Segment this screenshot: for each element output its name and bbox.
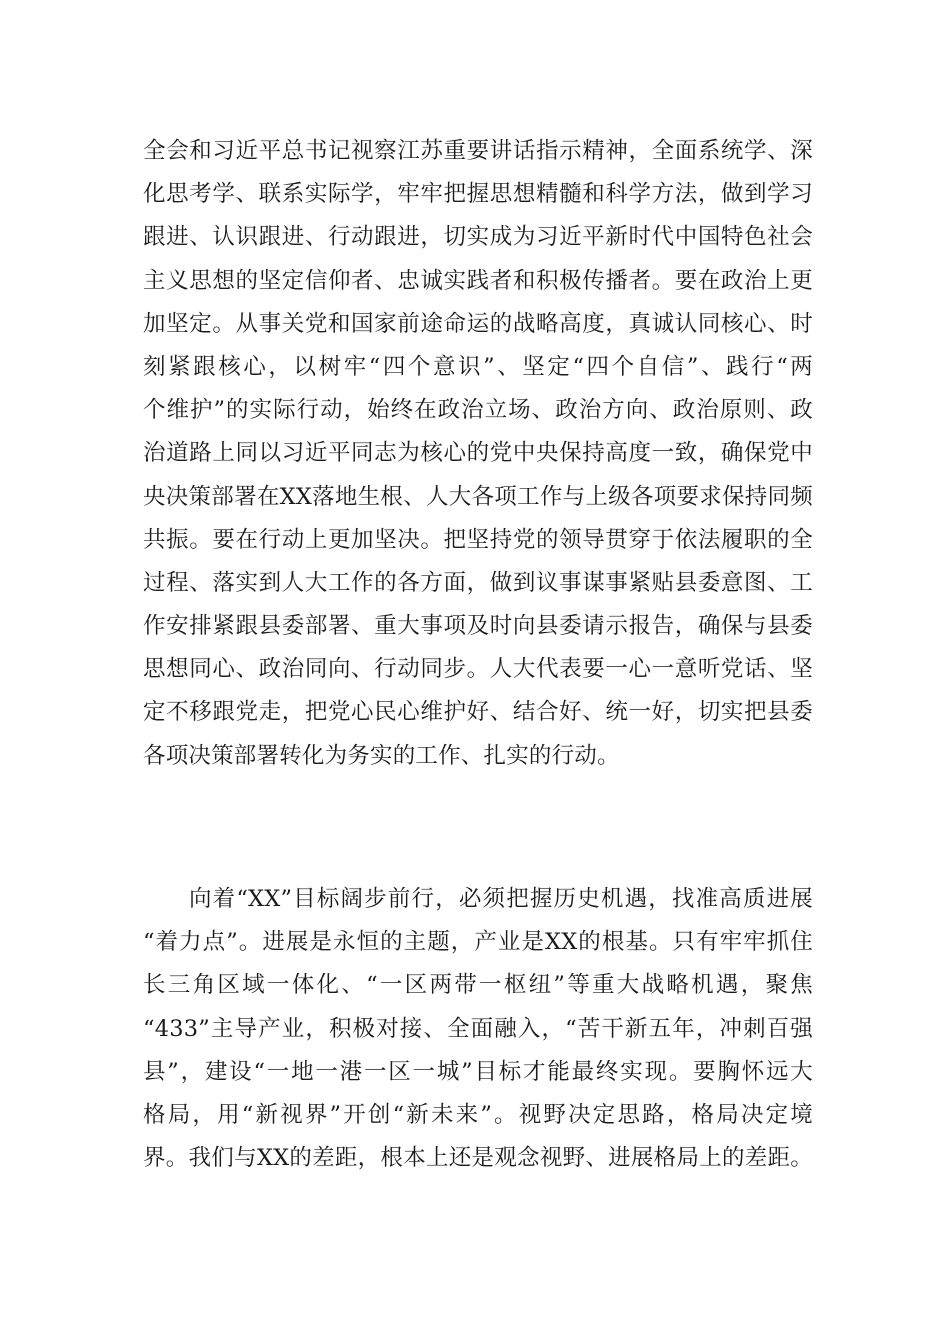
paragraph-line: 格局，用“新视界”开创“新未来”。视野决定思路，格局决定境 xyxy=(143,1101,813,1128)
paragraph-line: 跟进、认识跟进、行动跟进，切实成为习近平新时代中国特色社会 xyxy=(143,224,813,251)
paragraph-line: 界。我们与XX的差距，根本上还是观念视野、进展格局上的差距。 xyxy=(143,1145,813,1172)
paragraph-2 xyxy=(143,878,813,1180)
paragraph-line: 向着“XX”目标阔步前行，必须把握历史机遇，找准高质进展 xyxy=(189,886,813,912)
paragraph-line: “433”主导产业，积极对接、全面融入，“苦干新五年，冲刺百强 xyxy=(143,1015,813,1042)
paragraph-line: 共振。要在行动上更加坚决。把坚持党的领导贯穿于依法履职的全 xyxy=(143,526,813,553)
paragraph-line: 主义思想的坚定信仰者、忠诚实践者和积极传播者。要在政治上更 xyxy=(143,267,813,294)
paragraph-line: 个维护”的实际行动，始终在政治立场、政治方向、政治原则、政 xyxy=(143,397,813,424)
paragraph-line: 思想同心、政治同向、行动同步。人大代表要一心一意听党话、坚 xyxy=(143,656,813,683)
paragraph-line: 作安排紧跟县委部署、重大事项及时向县委请示报告，确保与县委 xyxy=(143,613,813,640)
paragraph-line: “着力点”。进展是永恒的主题，产业是XX的根基。只有牢牢抓住 xyxy=(143,929,813,956)
paragraph-line: 化思考学、联系实际学，牢牢把握思想精髓和科学方法，做到学习 xyxy=(143,181,813,208)
paragraph-line: 各项决策部署转化为务实的工作、扎实的行动。 xyxy=(143,742,620,769)
paragraph-line: 全会和习近平总书记视察江苏重要讲话指示精神，全面系统学、深 xyxy=(143,138,813,164)
paragraph-line: 县”，建设“一地一港一区一城”目标才能最终实现。要胸怀远大 xyxy=(143,1058,813,1085)
paragraph-line: 定不移跟党走，把党心民心维护好、结合好、统一好，切实把县委 xyxy=(143,699,813,726)
paragraph-line: 加坚定。从事关党和国家前途命运的战略高度，真诚认同核心、时 xyxy=(143,310,813,337)
paragraph-1 xyxy=(143,130,813,778)
paragraph-line: 央决策部署在XX落地生根、人大各项工作与上级各项要求保持同频 xyxy=(143,483,813,510)
paragraph-line: 治道路上同以习近平同志为核心的党中央保持高度一致，确保党中 xyxy=(143,440,813,467)
paragraph-line: 长三角区域一体化、“一区两带一枢纽”等重大战略机遇，聚焦 xyxy=(143,972,813,999)
paragraph-line: 刻紧跟核心，以树牢“四个意识”、坚定“四个自信”、践行“两 xyxy=(143,353,813,380)
paragraph-line: 过程、落实到人大工作的各方面，做到议事谋事紧贴县委意图、工 xyxy=(143,569,813,596)
